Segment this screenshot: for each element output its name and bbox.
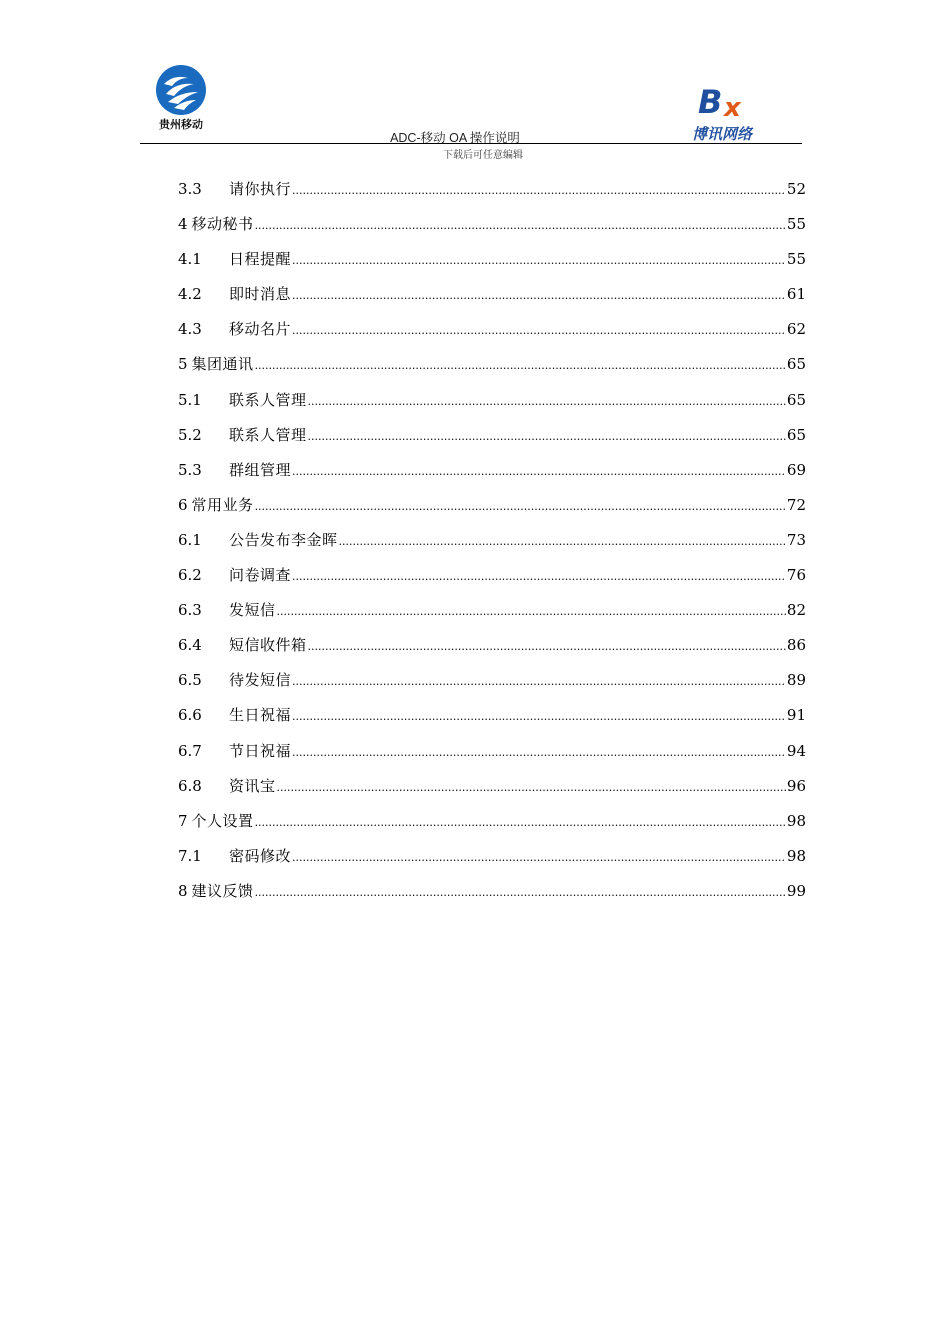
page-header — [0, 0, 950, 170]
toc-entry-title: 集团通讯 — [191, 355, 254, 374]
toc-entry-title: 待发短信 — [229, 671, 292, 690]
toc-entry-number: 6.2 — [178, 566, 202, 585]
toc-entry-page: 65 — [786, 425, 806, 444]
toc-dot-leader — [255, 880, 786, 904]
boxun-logo-label: 博讯网络 — [692, 125, 753, 143]
toc-dot-leader — [292, 845, 786, 869]
toc-entry[interactable] — [178, 880, 806, 915]
toc-entry[interactable] — [178, 740, 806, 775]
toc-entry-page: 91 — [786, 706, 806, 725]
toc-dot-leader — [308, 424, 786, 448]
table-of-contents — [178, 178, 806, 915]
toc-entry-page: 55 — [786, 250, 806, 269]
toc-entry-title: 短信收件箱 — [229, 636, 307, 655]
toc-entry-number: 6 — [178, 495, 188, 514]
toc-entry-number: 7.1 — [178, 846, 202, 865]
toc-dot-leader — [292, 669, 786, 693]
toc-dot-leader — [277, 775, 786, 799]
toc-dot-leader — [292, 248, 786, 272]
toc-entry-number: 5.1 — [178, 390, 202, 409]
toc-entry[interactable] — [178, 810, 806, 845]
toc-entry-number: 6.3 — [178, 601, 202, 620]
toc-dot-leader — [339, 529, 786, 553]
toc-entry[interactable] — [178, 424, 806, 459]
toc-entry[interactable] — [178, 529, 806, 564]
toc-entry[interactable] — [178, 775, 806, 810]
toc-dot-leader — [255, 810, 786, 834]
toc-entry-number: 5 — [178, 355, 188, 374]
toc-entry-title: 移动名片 — [229, 320, 292, 339]
toc-entry-number: 4.3 — [178, 320, 202, 339]
toc-entry[interactable] — [178, 318, 806, 353]
toc-entry-number: 6.1 — [178, 530, 202, 549]
china-mobile-logo-icon — [154, 64, 208, 116]
toc-entry-number: 6.8 — [178, 776, 202, 795]
toc-entry-page: 98 — [786, 846, 806, 865]
toc-entry-number: 8 — [178, 881, 188, 900]
toc-dot-leader — [277, 599, 786, 623]
toc-entry-page: 72 — [786, 495, 806, 514]
toc-entry-page: 65 — [786, 390, 806, 409]
toc-entry-number: 5.3 — [178, 460, 202, 479]
toc-entry-title: 问卷调查 — [229, 566, 292, 585]
toc-entry[interactable] — [178, 353, 806, 388]
toc-entry[interactable] — [178, 213, 806, 248]
toc-entry[interactable] — [178, 704, 806, 739]
toc-entry-title: 节日祝福 — [229, 741, 292, 760]
toc-entry[interactable] — [178, 283, 806, 318]
toc-dot-leader — [308, 389, 786, 413]
toc-entry-number: 6.7 — [178, 741, 202, 760]
toc-entry[interactable] — [178, 845, 806, 880]
toc-entry-page: 61 — [786, 285, 806, 304]
toc-entry-number: 4.1 — [178, 250, 202, 269]
toc-entry-number: 7 — [178, 811, 188, 830]
toc-entry-title: 群组管理 — [229, 460, 292, 479]
toc-entry-page: 65 — [786, 355, 806, 374]
toc-entry-title: 请你执行 — [229, 180, 292, 198]
toc-dot-leader — [308, 634, 786, 658]
toc-entry-page: 55 — [786, 215, 806, 234]
left-logo-label: 贵州移动 — [159, 118, 203, 131]
toc-entry-title: 资讯宝 — [229, 776, 276, 795]
document-title: ADC-移动 OA 操作说明 — [390, 131, 520, 145]
toc-entry-title: 常用业务 — [191, 495, 254, 514]
toc-entry-title: 移动秘书 — [191, 215, 254, 234]
toc-dot-leader — [292, 459, 786, 483]
toc-entry-number: 3.3 — [178, 180, 202, 198]
toc-entry-page: 96 — [786, 776, 806, 795]
toc-dot-leader — [255, 353, 786, 377]
toc-entry[interactable] — [178, 564, 806, 599]
toc-dot-leader — [255, 494, 786, 518]
toc-dot-leader — [292, 283, 786, 307]
toc-entry-title: 公告发布李金晖 — [229, 530, 338, 549]
toc-entry-title: 发短信 — [229, 601, 276, 620]
toc-entry[interactable] — [178, 599, 806, 634]
toc-entry-number: 5.2 — [178, 425, 202, 444]
toc-entry[interactable] — [178, 178, 806, 213]
toc-entry-page: 99 — [786, 881, 806, 900]
toc-entry[interactable] — [178, 669, 806, 704]
toc-entry-title: 个人设置 — [191, 811, 254, 830]
toc-entry-page: 62 — [786, 320, 806, 339]
toc-entry-page: 76 — [786, 566, 806, 585]
toc-entry-title: 建议反馈 — [191, 881, 254, 900]
toc-entry-page: 94 — [786, 741, 806, 760]
china-mobile-logo — [150, 64, 212, 132]
toc-dot-leader — [292, 704, 786, 728]
toc-entry-title: 日程提醒 — [229, 250, 292, 269]
toc-entry-page: 82 — [786, 601, 806, 620]
toc-entry-title: 生日祝福 — [229, 706, 292, 725]
toc-entry[interactable] — [178, 459, 806, 494]
toc-entry-page: 69 — [786, 460, 806, 479]
boxun-logo-b: B — [698, 83, 721, 121]
toc-dot-leader — [292, 740, 786, 764]
toc-entry-page: 52 — [786, 180, 806, 198]
toc-entry[interactable] — [178, 389, 806, 424]
toc-entry-title: 即时消息 — [229, 285, 292, 304]
toc-entry-page: 89 — [786, 671, 806, 690]
toc-dot-leader — [292, 178, 786, 202]
toc-entry-number: 4 — [178, 215, 188, 234]
toc-entry-title: 联系人管理 — [229, 390, 307, 409]
document-subtitle: 下载后可任意编辑 — [443, 150, 523, 161]
toc-entry-page: 86 — [786, 636, 806, 655]
toc-entry-page: 98 — [786, 811, 806, 830]
toc-dot-leader — [255, 213, 786, 237]
toc-entry-number: 4.2 — [178, 285, 202, 304]
toc-entry-number: 6.4 — [178, 636, 202, 655]
toc-dot-leader — [292, 318, 786, 342]
toc-entry[interactable] — [178, 248, 806, 283]
boxun-logo-x: x — [724, 93, 741, 123]
toc-entry-number: 6.6 — [178, 706, 202, 725]
toc-entry-page: 73 — [786, 530, 806, 549]
toc-entry[interactable] — [178, 494, 806, 529]
toc-entry-title: 密码修改 — [229, 846, 292, 865]
toc-entry[interactable] — [178, 634, 806, 669]
toc-dot-leader — [292, 564, 786, 588]
toc-entry-title: 联系人管理 — [229, 425, 307, 444]
toc-entry-number: 6.5 — [178, 671, 202, 690]
boxun-logo — [690, 83, 770, 145]
